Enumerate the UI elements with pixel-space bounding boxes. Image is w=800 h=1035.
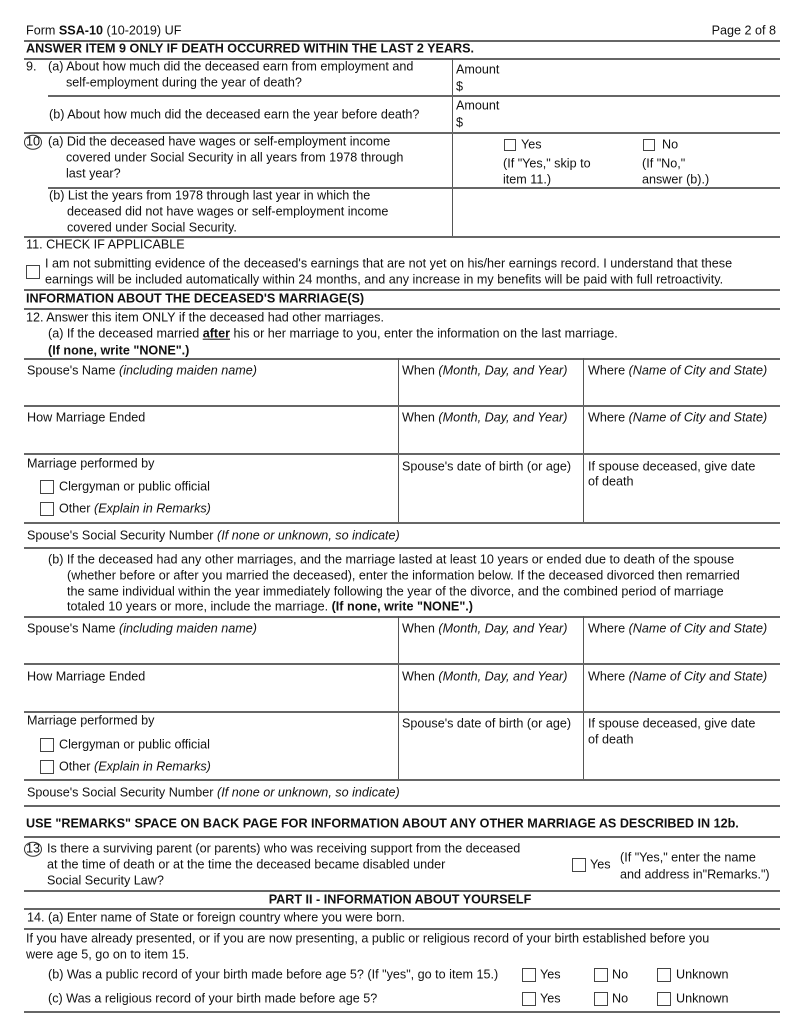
- spouse-death-date-field[interactable]: If spouse deceased, give date: [588, 459, 756, 474]
- item13-question-cont: at the time of death or at the time the deceased became disabled under: [47, 857, 446, 872]
- item11-statement-cont: earnings will be included automatically within 24 months, and any increase in my benefits will be paid with full retroactivity.: [45, 272, 724, 287]
- marriage-place-field[interactable]: Where (Name of City and State): [588, 621, 768, 636]
- item10-no-note: answer (b).): [642, 172, 710, 187]
- item14-intro-cont: were age 5, go on to item 15.: [26, 947, 190, 962]
- item13-question: Is there a surviving parent (or parents) who was receiving support from the deceased: [47, 841, 521, 856]
- item9a-amount-input[interactable]: $: [456, 79, 464, 94]
- item9b-amount-input[interactable]: $: [456, 115, 464, 130]
- item12b-instruction-cont: the same individual within the year immediately following the year of the divorce, and the combined period of marriage: [67, 584, 724, 599]
- item12b-instruction: (b) If the deceased had any other marriages, and the marriage lasted at least 10 years or ended due to death of the spouse: [48, 552, 735, 567]
- divider: [24, 132, 780, 134]
- end-place-field[interactable]: Where (Name of City and State): [588, 669, 768, 684]
- item14c-unknown-label: Unknown: [676, 991, 729, 1006]
- divider: [24, 779, 780, 781]
- item10a-question-cont: last year?: [66, 166, 121, 181]
- column-divider: [398, 358, 399, 523]
- divider: [24, 453, 780, 455]
- page-number: Page 2 of 8: [711, 23, 776, 38]
- marriage-date-field[interactable]: When (Month, Day, and Year): [402, 621, 568, 636]
- item13-yes-label: Yes: [590, 857, 611, 872]
- item13-note-cont: and address in"Remarks."): [620, 867, 770, 882]
- divider: [24, 836, 780, 838]
- other-label: Other (Explain in Remarks): [59, 759, 211, 774]
- other-label: Other (Explain in Remarks): [59, 501, 211, 516]
- item14b-unknown-checkbox[interactable]: [657, 968, 671, 982]
- item14b-no-checkbox[interactable]: [594, 968, 608, 982]
- item14b-unknown-label: Unknown: [676, 967, 729, 982]
- spouse-death-date-field-cont: of death: [588, 732, 634, 747]
- item10-yes-checkbox[interactable]: [504, 139, 516, 151]
- clergyman-label: Clergyman or public official: [59, 737, 210, 752]
- item14b-question: (b) Was a public record of your birth made before age 5? (If "yes", go to item 15.): [48, 967, 499, 982]
- item10b-question-cont: deceased did not have wages or self-employment income: [67, 204, 389, 219]
- item14b-yes-label: Yes: [540, 967, 561, 982]
- item11-heading: 11. CHECK IF APPLICABLE: [26, 237, 185, 252]
- item10a-question: (a) Did the deceased have wages or self-employment income: [48, 134, 391, 149]
- column-divider: [583, 358, 584, 523]
- divider: [24, 928, 780, 930]
- marriage-place-field[interactable]: Where (Name of City and State): [588, 363, 768, 378]
- item12a-instruction: (a) If the deceased married after his or her marriage to you, enter the information on the last marriage.: [48, 326, 618, 341]
- item14c-no-checkbox[interactable]: [594, 992, 608, 1006]
- divider: [24, 805, 780, 807]
- item14c-yes-checkbox[interactable]: [522, 992, 536, 1006]
- item13-question-cont: Social Security Law?: [47, 873, 164, 888]
- divider: [24, 616, 780, 618]
- divider: [24, 908, 780, 910]
- divider: [24, 890, 780, 892]
- divider: [24, 663, 780, 665]
- item12b-instruction-cont: totaled 10 years or more, include the marriage. (If none, write "NONE".): [67, 599, 473, 614]
- item10-yes-note: (If "Yes," skip to: [503, 156, 591, 171]
- part2-heading: PART II - INFORMATION ABOUT YOURSELF: [268, 892, 532, 907]
- divider: [24, 522, 780, 524]
- how-marriage-ended-field[interactable]: How Marriage Ended: [27, 669, 146, 684]
- item14c-unknown-checkbox[interactable]: [657, 992, 671, 1006]
- item14c-yes-label: Yes: [540, 991, 561, 1006]
- item11-checkbox[interactable]: [26, 265, 40, 279]
- item10-no-checkbox[interactable]: [643, 139, 655, 151]
- item14c-no-label: No: [612, 991, 629, 1006]
- divider: [24, 547, 780, 549]
- divider: [24, 289, 780, 291]
- divider: [24, 308, 780, 310]
- spouse-ssn-field[interactable]: Spouse's Social Security Number (If none or unknown, so indicate): [27, 528, 400, 543]
- item10a-question-cont: covered under Social Security in all years from 1978 through: [66, 150, 404, 165]
- spouse-dob-field[interactable]: Spouse's date of birth (or age): [402, 459, 572, 474]
- clergyman-checkbox[interactable]: [40, 480, 54, 494]
- performed-by-label: Marriage performed by: [27, 456, 155, 471]
- item14-intro: If you have already presented, or if you are now presenting, a public or religious record of your birth established before you: [26, 931, 710, 946]
- item9a-question-cont: self-employment during the year of death?: [66, 75, 302, 90]
- spouse-name-field[interactable]: Spouse's Name (including maiden name): [27, 621, 257, 636]
- item9-number: 9.: [26, 59, 37, 74]
- item11-statement: I am not submitting evidence of the deceased's earnings that are not yet on his/her earnings record. I understand that these: [45, 256, 733, 271]
- divider: [24, 1011, 780, 1013]
- item12a-none-note: (If none, write "NONE".): [48, 343, 190, 358]
- item10-yes-note: item 11.): [503, 172, 552, 187]
- item14b-yes-checkbox[interactable]: [522, 968, 536, 982]
- item9a-question: (a) About how much did the deceased earn from employment and: [48, 59, 414, 74]
- other-checkbox[interactable]: [40, 760, 54, 774]
- item9a-amount-label: Amount: [456, 62, 500, 77]
- item12b-instruction-cont: (whether before or after you married the deceased), enter the information below. If the deceased divorced then remarried: [67, 568, 740, 583]
- other-checkbox[interactable]: [40, 502, 54, 516]
- spouse-death-date-field[interactable]: If spouse deceased, give date: [588, 716, 756, 731]
- divider: [24, 405, 780, 407]
- divider: [24, 358, 780, 360]
- divider: [48, 95, 780, 97]
- end-date-field[interactable]: When (Month, Day, and Year): [402, 669, 568, 684]
- end-date-field[interactable]: When (Month, Day, and Year): [402, 410, 568, 425]
- how-marriage-ended-field[interactable]: How Marriage Ended: [27, 410, 146, 425]
- item13-note: (If "Yes," enter the name: [620, 850, 756, 865]
- item9b-amount-label: Amount: [456, 98, 500, 113]
- item13-number: 13: [26, 841, 41, 856]
- divider: [24, 711, 780, 713]
- column-divider: [583, 616, 584, 780]
- spouse-death-date-field-cont: of death: [588, 474, 634, 489]
- spouse-dob-field[interactable]: Spouse's date of birth (or age): [402, 716, 572, 731]
- item10b-question: (b) List the years from 1978 through last year in which the: [49, 188, 371, 203]
- item14a-question: 14. (a) Enter name of State or foreign country where you were born.: [27, 910, 406, 925]
- remarks-note: USE "REMARKS" SPACE ON BACK PAGE FOR INFORMATION ABOUT ANY OTHER MARRIAGE AS DESCRIBED IN 12b.: [26, 816, 739, 831]
- item10-yes-label: Yes: [521, 137, 542, 152]
- spouse-name-field[interactable]: Spouse's Name (including maiden name): [27, 363, 257, 378]
- item10-no-label: No: [662, 137, 679, 152]
- item9b-question: (b) About how much did the deceased earn the year before death?: [49, 107, 420, 122]
- marriage-heading: INFORMATION ABOUT THE DECEASED'S MARRIAGE(S): [26, 291, 365, 306]
- item10-no-note: (If "No,": [642, 156, 686, 171]
- clergyman-checkbox[interactable]: [40, 738, 54, 752]
- spouse-ssn-field[interactable]: Spouse's Social Security Number (If none or unknown, so indicate): [27, 785, 400, 800]
- item10-number: 10: [26, 134, 41, 149]
- item14c-question: (c) Was a religious record of your birth made before age 5?: [48, 991, 378, 1006]
- form-id: Form SSA-10 (10-2019) UF: [26, 23, 182, 38]
- item10b-question-cont: covered under Social Security.: [67, 220, 237, 235]
- clergyman-label: Clergyman or public official: [59, 479, 210, 494]
- performed-by-label: Marriage performed by: [27, 713, 155, 728]
- item12-intro: 12. Answer this item ONLY if the deceased had other marriages.: [26, 310, 384, 325]
- marriage-date-field[interactable]: When (Month, Day, and Year): [402, 363, 568, 378]
- end-place-field[interactable]: Where (Name of City and State): [588, 410, 768, 425]
- item13-yes-checkbox[interactable]: [572, 858, 586, 872]
- item14b-no-label: No: [612, 967, 629, 982]
- column-divider: [452, 58, 453, 237]
- item9-heading: ANSWER ITEM 9 ONLY IF DEATH OCCURRED WITHIN THE LAST 2 YEARS.: [26, 41, 475, 56]
- column-divider: [398, 616, 399, 780]
